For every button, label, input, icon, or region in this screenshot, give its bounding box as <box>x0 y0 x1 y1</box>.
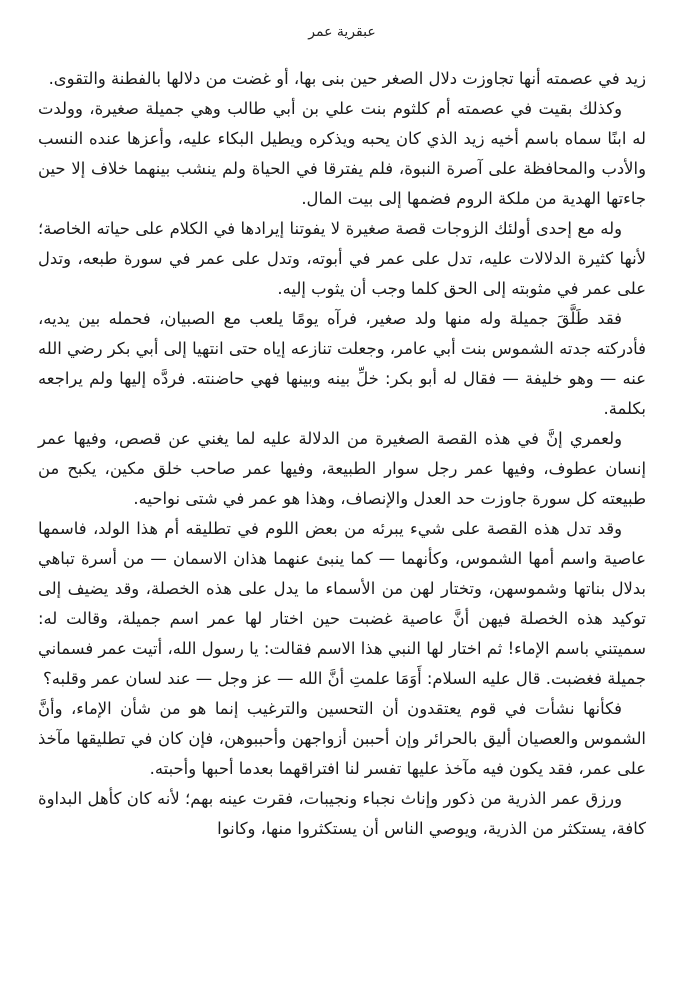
running-header-title: عبقرية عمر <box>308 24 376 40</box>
paragraph-7: فكأنها نشأت في قوم يعتقدون أن التحسين والترغيب إنما هو من شأن الإماء، وأنَّ الشموس والعصيان أليق بالحرائر وإن أحببن أزواجهن وأحببوهن، فإن كان في تطليقها مآخذ على عمر، فقد يكون فيه مآخذ عليها تفسر لنا افتراقهما بعدما أحبها وأحبته. <box>38 699 646 778</box>
paragraph-3: وله مع إحدى أولئك الزوجات قصة صغيرة لا يفوتنا إيرادها في الكلام على حياته الخاصة؛ لأنها كثيرة الدلالات عليه، تدل على عمر في أبوته، وتدل على عمر في سورة طبعه، وتدل على عمر في مثوبته إلى الحق كلما وجب أن يثوب إليه. <box>38 219 646 298</box>
paragraph-4: فقد طَلَّقَ جميلة وله منها ولد صغير، فرآه يومًا يلعب مع الصبيان، فحمله بين يديه، فأدركته جدته الشموس بنت أبي عامر، وجعلت تنازعه إياه حتى انتهيا إلى أبي بكر رضي الله عنه — وهو خليفة — فقال له أبو بكر: خلِّ بينه وبينها فهي حاضنته. فردَّه إليها ولم يراجعه بكلمة. <box>38 309 646 418</box>
paragraph-1: زيد في عصمته أنها تجاوزت دلال الصغر حين بنى بها، أو غضت من دلالها بالفطنة والتقوى. <box>48 69 646 88</box>
paragraph-8: ورزق عمر الذرية من ذكور وإناث نجباء ونجيبات، فقرت عينه بهم؛ لأنه كان كأهل البداوة كافة، يستكثر من الذرية، ويوصي الناس أن يستكثروا منها، وكانوا <box>38 789 646 838</box>
paragraph-5: ولعمري إنَّ في هذه القصة الصغيرة من الدلالة عليه لما يغني عن قصص، وفيها عمر إنسان عطوف، وفيها عمر رجل سوار الطبيعة، وفيها عمر صاحب خلق مكين، يكبح من طبيعته كل سورة جاوزت حد العدل والإنصاف، وهذا هو عمر في شتى نواحيه. <box>38 429 646 508</box>
paragraph-6: وقد تدل هذه القصة على شيء يبرئه من بعض اللوم في تطليقه أم هذا الولد، فاسمها عاصية واسم أمها الشموس، وكأنهما — كما ينبئ عنهما هذان الاسمان — من أسرة تباهي بدلال بناتها وشموسهن، وتختار لهن من الأسماء ما يدل على هذه الخصلة، وقد يضيف إلى توكيد هذه الخصلة فيهن أنَّ عاصية غضبت حين اختار لها عمر اسم جميلة، وقالت له: سميتني باسم الإماء! ثم اختار لها النبي هذا الاسم فقالت: يا رسول الله، أتيت عمر فسماني جميلة فغضبت. قال عليه السلام: أَوَمَا علمتِ أنَّ الله — عز وجل — عند لسان عمر وقلبه؟ <box>38 519 646 688</box>
paragraph-2: وكذلك بقيت في عصمته أم كلثوم بنت علي بن أبي طالب وهي جميلة صغيرة، وولدت له ابنًا سماه باسم أخيه زيد الذي كان يحبه ويذكره ويطيل البكاء عليه، وأعزها عنده النسب والأدب والمحافظة على آصرة النبوة، فلم يفترقا في الحياة ولم ينشب بينهما خلاف إلا حين جاءتها الهدية من ملكة الروم فضمها إلى بيت المال. <box>38 99 646 208</box>
body-text <box>38 64 646 844</box>
